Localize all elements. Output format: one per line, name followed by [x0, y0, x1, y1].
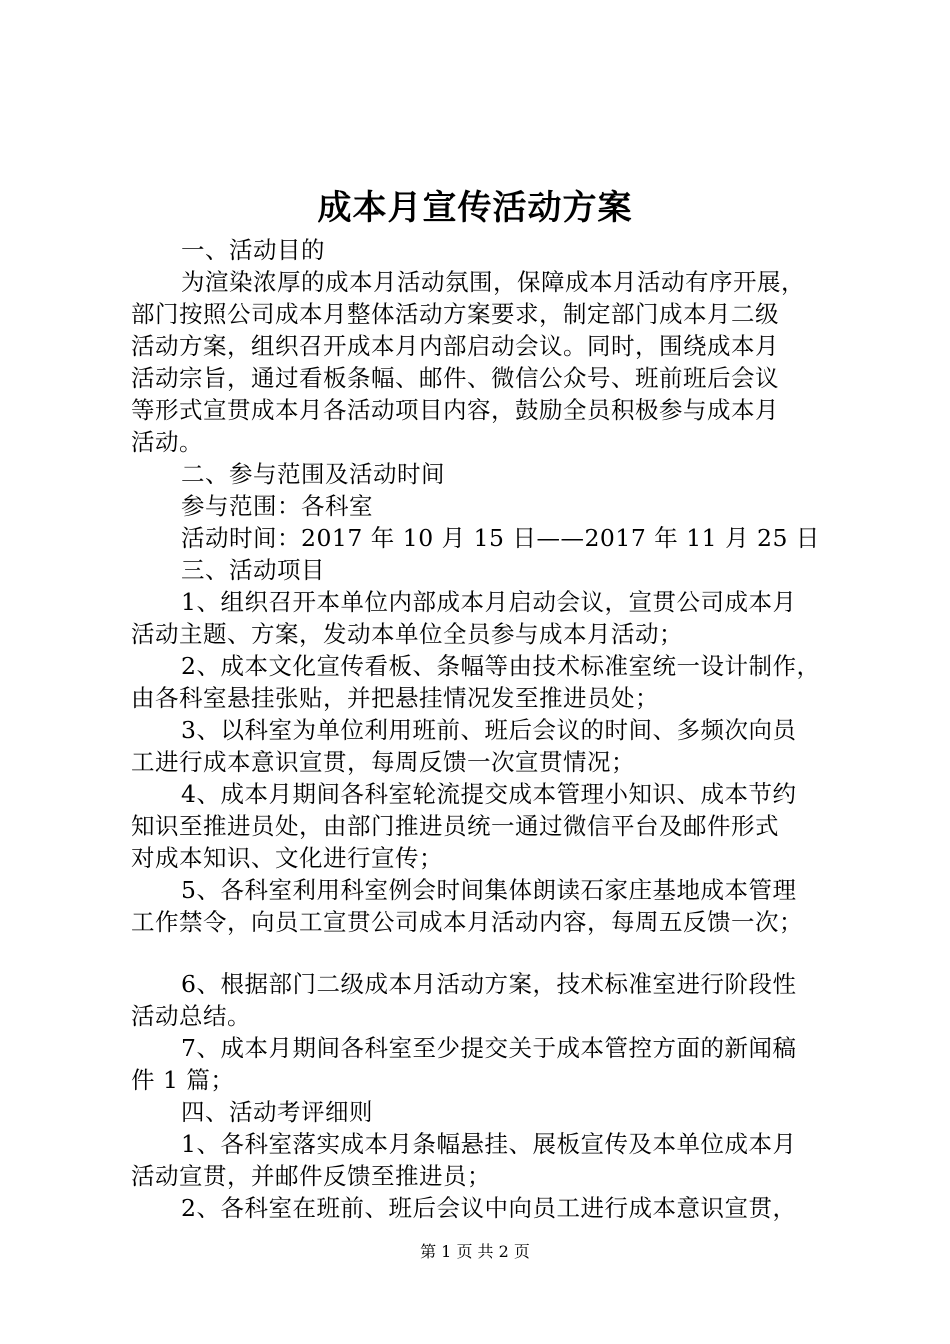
list-item-line: 4、成本月期间各科室轮流提交成本管理小知识、成本节约 [181, 780, 797, 808]
list-item-line: 7、成本月期间各科室至少提交关于成本管控方面的新闻稿 [181, 1034, 797, 1062]
document-title: 成本月宣传活动方案 [317, 188, 633, 228]
paragraph-line: 部门按照公司成本月整体活动方案要求，制定部门成本月二级 [131, 300, 779, 328]
section-heading: 三、活动项目 [181, 556, 325, 584]
paragraph-line: 活动。 [131, 428, 203, 456]
paragraph-line: 等形式宣贯成本月各活动项目内容，鼓励全员积极参与成本月 [131, 396, 779, 424]
section-heading: 二、参与范围及活动时间 [181, 460, 445, 488]
section-heading: 四、活动考评细则 [181, 1098, 373, 1126]
list-item-line: 2、各科室在班前、班后会议中向员工进行成本意识宣贯， [181, 1194, 797, 1222]
page-footer: 第 1 页 共 2 页 [420, 1242, 530, 1261]
list-item-line: 活动总结。 [131, 1002, 251, 1030]
section-heading: 一、活动目的 [181, 236, 325, 264]
paragraph-line: 为渲染浓厚的成本月活动氛围，保障成本月活动有序开展， [181, 268, 805, 296]
list-item-line: 件 1 篇； [131, 1066, 235, 1094]
list-item-line: 活动主题、方案，发动本单位全员参与成本月活动； [131, 620, 683, 648]
list-item-line: 由各科室悬挂张贴，并把悬挂情况发至推进员处； [131, 684, 659, 712]
list-item-line: 工作禁令，向员工宣贯公司成本月活动内容，每周五反馈一次； [131, 908, 803, 936]
list-item-line: 活动宣贯，并邮件反馈至推进员； [131, 1162, 491, 1190]
list-item-line: 5、各科室利用科室例会时间集体朗读石家庄基地成本管理 [181, 876, 797, 904]
paragraph-line: 活动时间：2017 年 10 月 15 日——2017 年 11 月 25 日 [181, 524, 820, 552]
paragraph-line: 活动方案，组织召开成本月内部启动会议。同时，围绕成本月 [131, 332, 779, 360]
list-item-line: 2、成本文化宣传看板、条幅等由技术标准室统一设计制作， [181, 652, 821, 680]
paragraph-line: 参与范围：各科室 [181, 492, 373, 520]
list-item-line: 6、根据部门二级成本月活动方案，技术标准室进行阶段性 [181, 970, 797, 998]
list-item-line: 知识至推进员处，由部门推进员统一通过微信平台及邮件形式 [131, 812, 779, 840]
list-item-line: 1、组织召开本单位内部成本月启动会议，宣贯公司成本月 [181, 588, 797, 616]
paragraph-line: 活动宗旨，通过看板条幅、邮件、微信公众号、班前班后会议 [131, 364, 779, 392]
list-item-line: 对成本知识、文化进行宣传； [131, 844, 443, 872]
list-item-line: 1、各科室落实成本月条幅悬挂、展板宣传及本单位成本月 [181, 1130, 797, 1158]
list-item-line: 工进行成本意识宣贯，每周反馈一次宣贯情况； [131, 748, 635, 776]
list-item-line: 3、以科室为单位利用班前、班后会议的时间、多频次向员 [181, 716, 797, 744]
